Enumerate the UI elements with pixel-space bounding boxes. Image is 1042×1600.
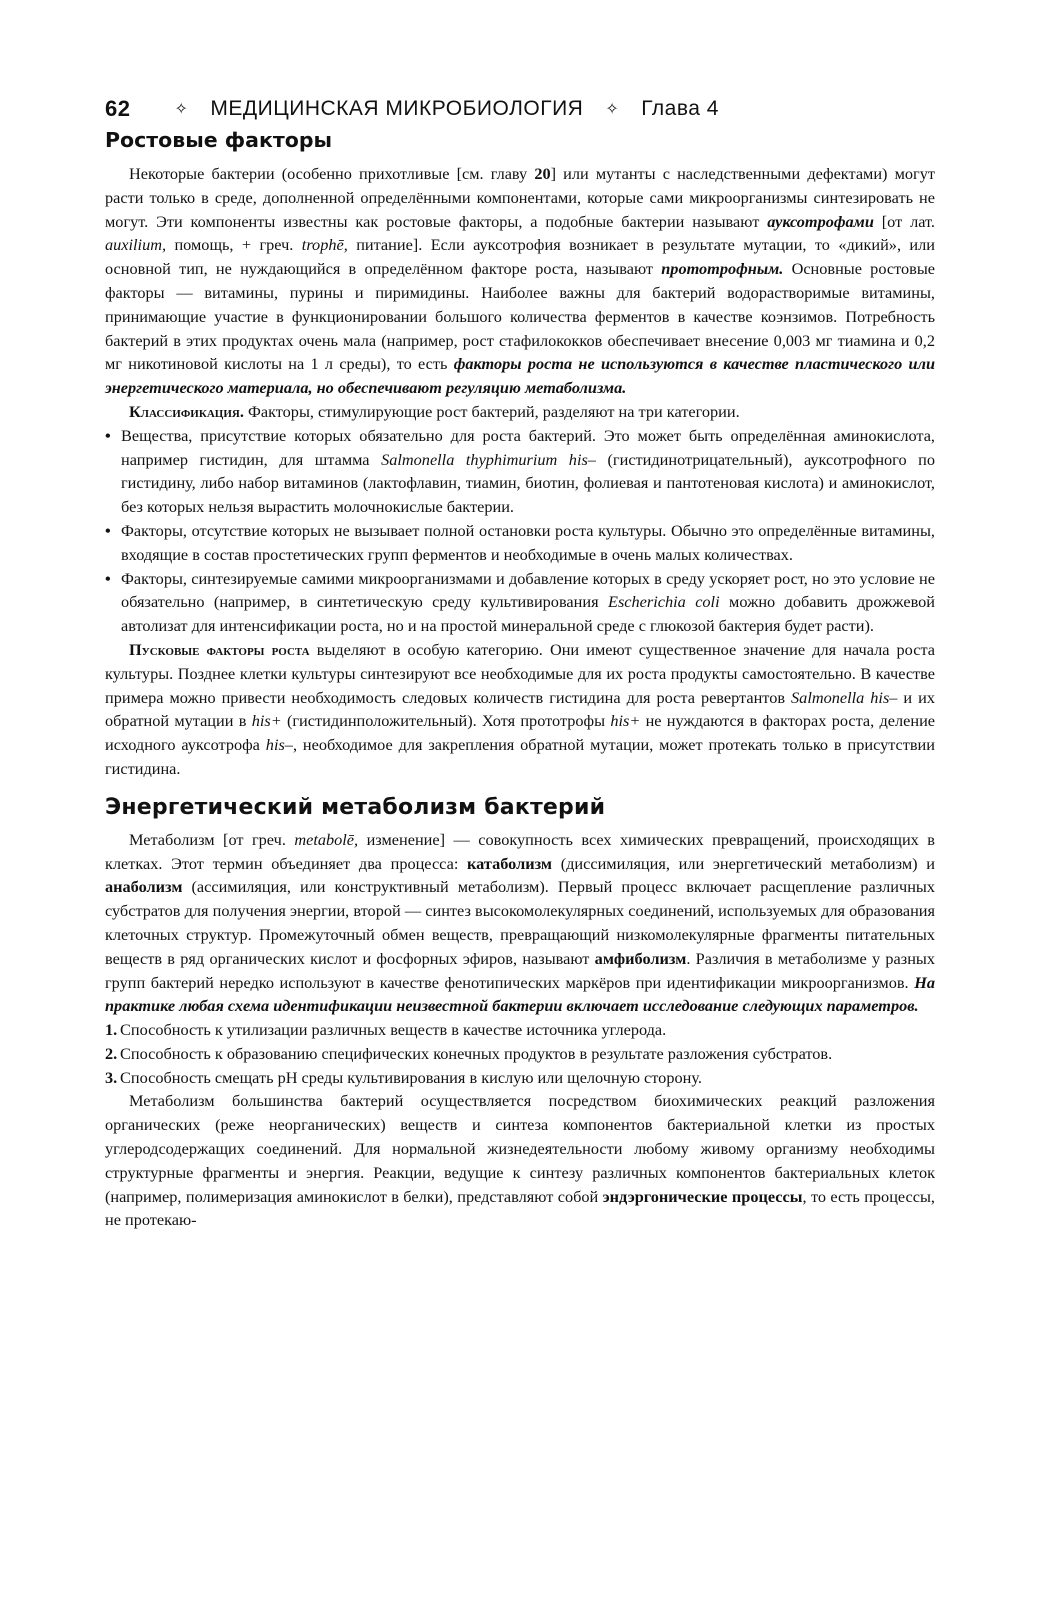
bullet-icon: •	[105, 425, 111, 445]
section-title-growth-factors: Ростовые факторы	[105, 128, 333, 152]
paragraph-growth-intro: Некоторые бактерии (особенно прихотливые [см. главу 20] или мутанты с наследственными дефектами) могут расти только в среде, дополненной определёнными компонентами, которые сами микроорганизмы синтезировать не могут. Эти компоненты известны как ростовые факторы, а подобные бактерии называют ауксотрофами [от лат. auxilium, помощь, + греч. trophē, питание]. Если ауксотрофия возникает в результате мутации, то «дикий», или основной тип, не нуждающийся в определённом факторе роста, называют прототрофным. Основные ростовые факторы — витамины, пурины и пиримидины. Наиболее важны для бактерий водорастворимые витамины, принимающие участие в функционировании большого количества ферментов в качестве коэнзимов. Потребность бактерий в этих продуктах очень мала (например, рост стафилококков обеспечивает внесение 0,003 мг тиамина и 0,2 мг никотиновой кислоты на 1 л среды), то есть факторы роста не используются в качестве пластического или энергетического материала, но обеспечивают регуляцию метаболизма.	[105, 164, 935, 398]
running-head	[105, 94, 935, 124]
paragraph-trigger-factors: Пусковые факторы роста выделяют в особую категорию. Они имеют существенное значение для начала роста культуры. Позднее клетки культуры синтезируют все необходимые для их роста продукты самостоятельно. В качестве примера можно привести необходимость следовых количеств гистидина для роста ревертантов Salmonella his– и их обратной мутации в his+ (гистидинположительный). Хотя прототрофы his+ не нуждаются в факторах роста, деление исходного ауксотрофа his–, необходимое для закрепления обратной мутации, может протекать только в присутствии гистидина.	[105, 639, 936, 778]
run-in-heading-classification: Классификация.	[129, 401, 244, 421]
term-catabolism: катаболизм	[467, 853, 553, 873]
numbered-list-parameters	[105, 1018, 935, 1089]
list-item: 3. Способность смещать pH среды культивирования в кислую или щелочную сторону.	[105, 1067, 702, 1087]
run-in-heading-trigger-factors: Пусковые факторы роста	[129, 639, 310, 659]
list-item: 2. Способность к образованию специфических конечных продуктов в результате разложения субстратов.	[105, 1043, 833, 1063]
list-item: • Факторы, синтезируемые самими микроорганизмами и добавление которых в среду ускоряет рост, но это условие не обязательно (например, в синтетическую среду культивирования Escherichia coli можно добавить дрожжевой автолизат для интенсификации роста, но и на простой минеральной среде с глюкозой бактерия будет расти).	[105, 568, 935, 636]
ornament-icon: ✧	[174, 101, 189, 118]
page-number: 62	[105, 96, 131, 121]
book-page	[105, 94, 935, 1232]
emphasis-identification: На практике любая схема идентификации неизвестной бактерии включает исследование следующих параметров.	[105, 972, 935, 1016]
list-item: • Вещества, присутствие которых обязательно для роста бактерий. Это может быть определённая аминокислота, например гистидин, для штамма Salmonella thyphimurium his– (гистидинотрицательный), ауксотрофного по гистидину, либо набор витаминов (лактофлавин, тиамин, биотин, фолиевая и пантотеновая кислота) и аминокислот, без которых нельзя вырастить молочнокислые бактерии.	[105, 425, 936, 517]
paragraph-classification: Классификация. Факторы, стимулирующие рост бактерий, разделяют на три категории.	[129, 401, 740, 421]
ornament-icon: ✧	[605, 101, 620, 118]
chapter-label: Глава 4	[641, 97, 719, 120]
term-prototrophic: прототрофным.	[661, 259, 784, 279]
bullet-list-categories	[105, 424, 935, 638]
section-title-energy-metabolism: Энергетический метаболизм бактерий	[105, 794, 606, 820]
paragraph-metabolism-details: Метаболизм большинства бактерий осуществляется посредством биохимических реакций разложения органических (реже неорганических) веществ и синтеза компонентов бактериальной клетки из простых углеродсодержащих соединений. Для нормальной жизнедеятельности любому живому организму необходимы структурные фрагменты и энергия. Реакции, ведущие к синтезу различных компонентов бактериальных клеток (например, полимеризация аминокислот в белки), представляют собой эндэргонические процессы, то есть процессы, не протекаю-	[105, 1091, 935, 1230]
emphasis-growth-factors: факторы роста не используются в качестве пластического или энергетического материала, но обеспечивают регуляцию метаболизма.	[105, 354, 935, 398]
list-item: • Факторы, отсутствие которых не вызывает полной остановки роста культуры. Обычно это определённые витамины, входящие в состав простетических групп ферментов и необходимые в очень малых количествах.	[105, 520, 935, 564]
bullet-icon: •	[105, 568, 111, 588]
term-endergonic-processes: эндэргонические процессы	[602, 1186, 803, 1206]
paragraph-metabolism-intro: Метаболизм [от греч. metabolē, изменение] — совокупность всех химических превращений, происходящих в клетках. Этот термин объединяет два процесса: катаболизм (диссимиляция, или энергетический метаболизм) и анаболизм (ассимиляция, или конструктивный метаболизм). Первый процесс включает расщепление различных субстратов для получения энергии, второй — синтез высокомолекулярных соединений, используемых для образования клеточных структур. Промежуточный обмен веществ, превращающий низкомолекулярные фрагменты питательных веществ в ряд органических кислот и фосфорных эфиров, называют амфиболизм. Различия в метаболизме у разных групп бактерий нередко используют в качестве фенотипических маркёров при идентификации микроорганизмов. На практике любая схема идентификации неизвестной бактерии включает исследование следующих параметров.	[105, 829, 935, 1016]
list-item: 1. Способность к утилизации различных веществ в качестве источника углерода.	[105, 1020, 667, 1040]
bullet-icon: •	[105, 520, 111, 540]
term-auxotrophs: ауксотрофами	[767, 211, 874, 231]
term-anabolism: анаболизм	[105, 877, 183, 897]
term-amphibolism: амфиболизм	[594, 948, 687, 968]
book-title: МЕДИЦИНСКАЯ МИКРОБИОЛОГИЯ	[210, 97, 584, 120]
